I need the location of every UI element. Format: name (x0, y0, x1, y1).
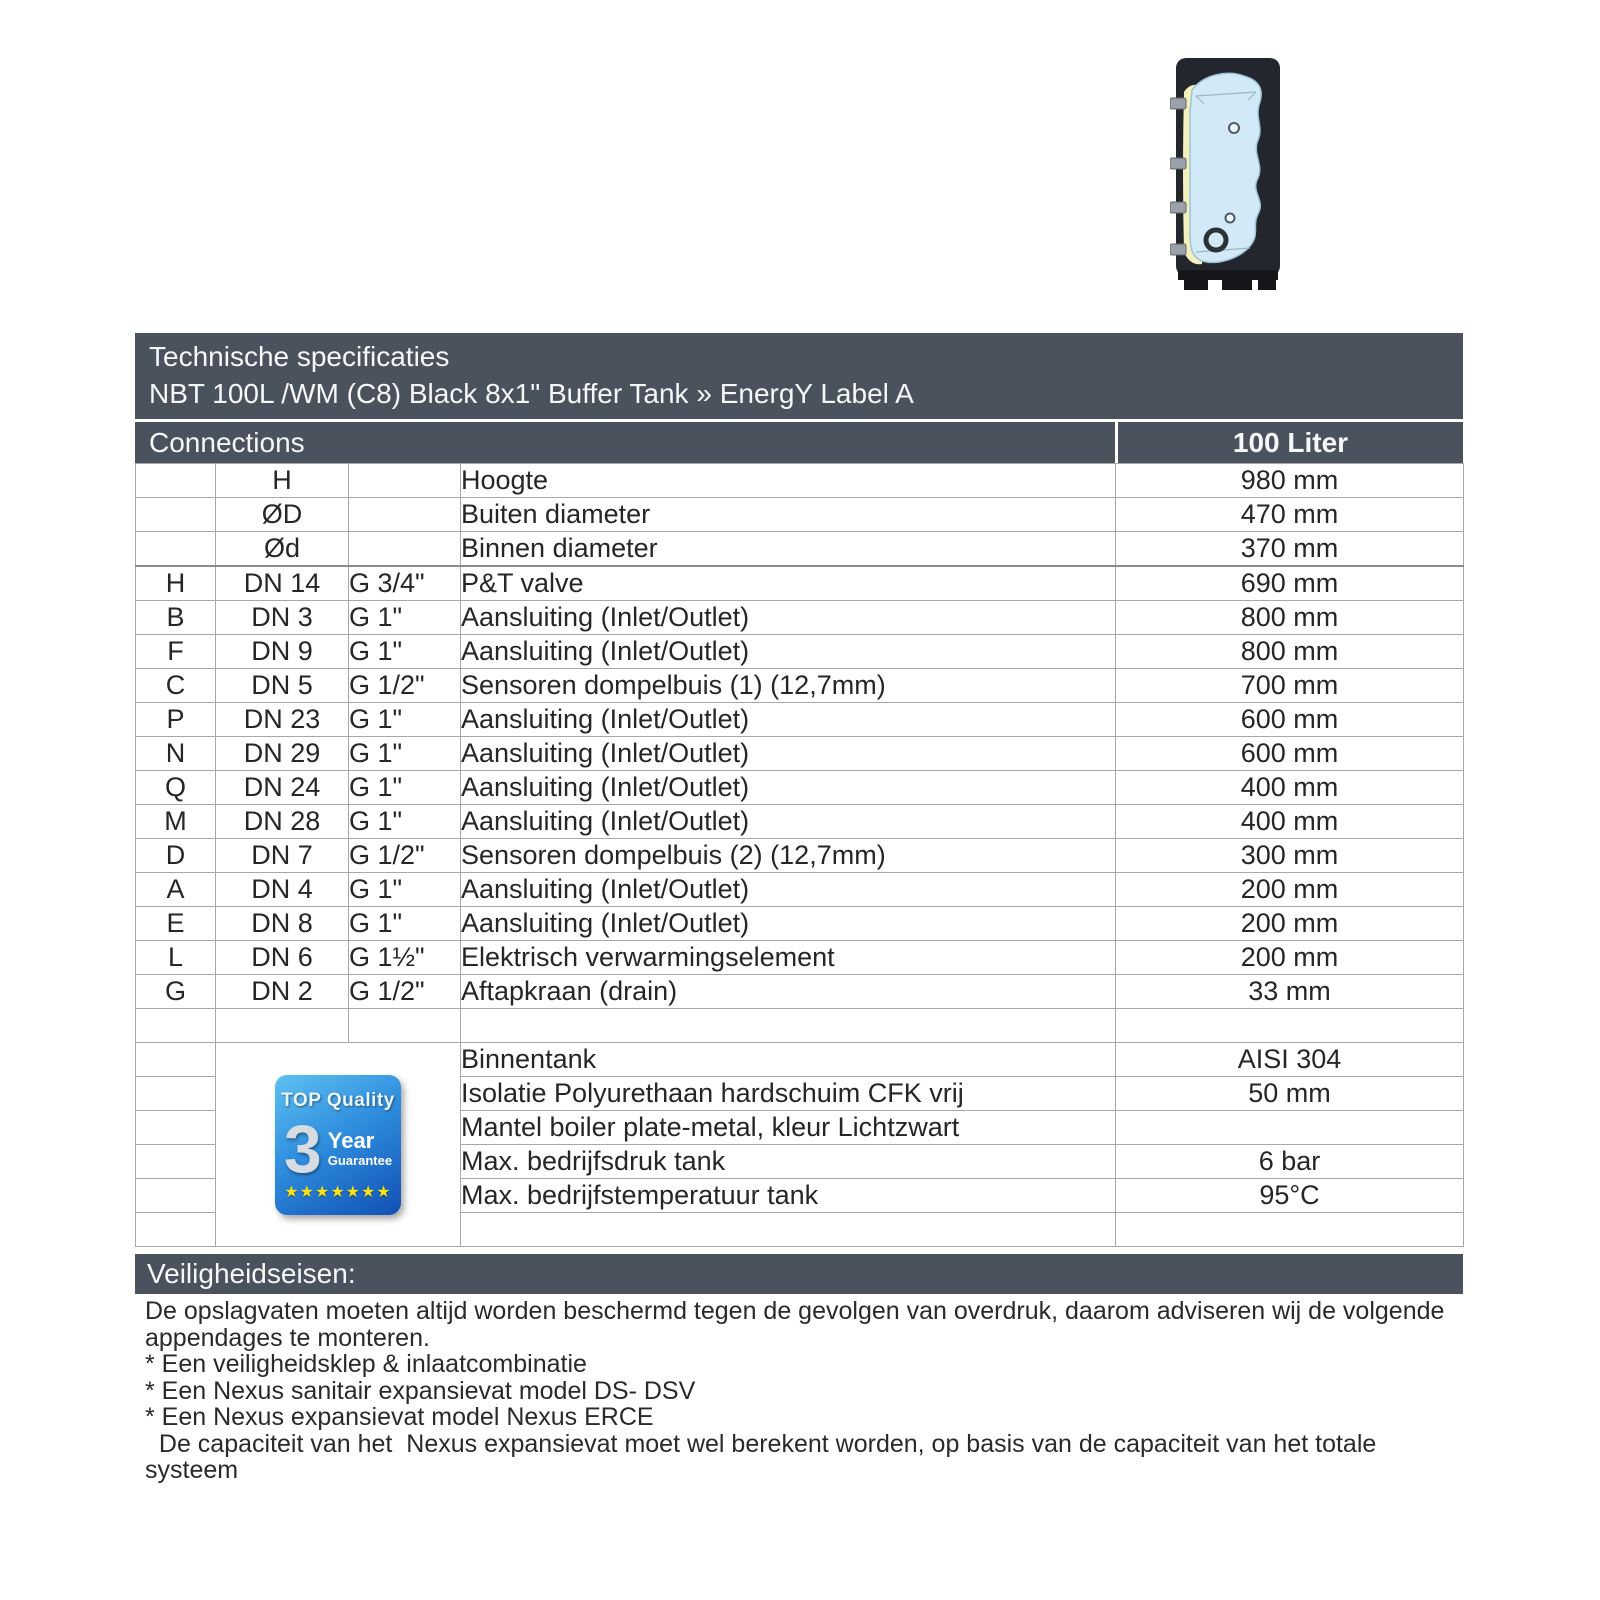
connection-row (136, 839, 1464, 873)
badge-middle (275, 1110, 401, 1187)
badge-top-label: TOP Quality (281, 1089, 395, 1111)
code-cell: C (136, 669, 216, 703)
code-cell (136, 1077, 216, 1111)
code-cell (136, 532, 216, 567)
code-cell: M (136, 805, 216, 839)
connection-row (136, 635, 1464, 669)
description-cell: Buiten diameter (461, 498, 1116, 532)
safety-line: De capaciteit van het Nexus expansievat moet wel berekent worden, op basis van de capaciteit van het totale systeem (145, 1429, 1384, 1484)
description-cell (461, 1213, 1116, 1247)
spec-sheet (135, 333, 1463, 1484)
description-cell: Aansluiting (Inlet/Outlet) (461, 703, 1116, 737)
code-cell (136, 464, 216, 498)
connections-label: Connections (149, 426, 305, 458)
guarantee-badge-cell (216, 1043, 461, 1247)
guarantee-badge (275, 1075, 401, 1215)
connection-row (136, 532, 1464, 567)
value-cell: 6 bar (1116, 1145, 1464, 1179)
description-cell: Aansluiting (Inlet/Outlet) (461, 873, 1116, 907)
thread-cell: G 1" (349, 805, 461, 839)
connection-row (136, 907, 1464, 941)
connection-row (136, 941, 1464, 975)
dn-cell: H (216, 464, 349, 498)
thread-cell: G 1" (349, 907, 461, 941)
code-cell (136, 1009, 216, 1043)
tank-base-bar (1178, 270, 1278, 280)
code-cell (136, 1043, 216, 1077)
tank-illustration-svg (1170, 52, 1286, 296)
description-cell: Aftapkraan (drain) (461, 975, 1116, 1009)
description-cell: Max. bedrijfstemperatuur tank (461, 1179, 1116, 1213)
connection-row (136, 1009, 1464, 1043)
thread-cell (349, 1009, 461, 1043)
safety-heading: Veiligheidseisen: (147, 1258, 356, 1289)
value-cell (1116, 1111, 1464, 1145)
connection-row (136, 975, 1464, 1009)
description-cell: Max. bedrijfsdruk tank (461, 1145, 1116, 1179)
connection-row (136, 771, 1464, 805)
dn-cell: DN 29 (216, 737, 349, 771)
dn-cell: DN 4 (216, 873, 349, 907)
description-cell: P&T valve (461, 566, 1116, 601)
connections-header-row (135, 422, 1463, 463)
description-cell: Sensoren dompelbuis (1) (12,7mm) (461, 669, 1116, 703)
spec-row (136, 1043, 1464, 1077)
tank-port-small-bottom (1226, 214, 1235, 223)
tank-foot-middle (1222, 280, 1252, 290)
capacity-label: 100 Liter (1115, 422, 1463, 463)
safety-line: * Een veiligheidsklep & inlaatcombinatie (145, 1350, 587, 1378)
thread-cell: G 1/2" (349, 669, 461, 703)
dn-cell: DN 2 (216, 975, 349, 1009)
value-cell: 800 mm (1116, 635, 1464, 669)
dn-cell: DN 5 (216, 669, 349, 703)
value-cell: 200 mm (1116, 907, 1464, 941)
dn-cell: DN 8 (216, 907, 349, 941)
code-cell: P (136, 703, 216, 737)
connection-row (136, 805, 1464, 839)
thread-cell: G 1/2" (349, 839, 461, 873)
thread-cell: G 1" (349, 703, 461, 737)
description-cell: Aansluiting (Inlet/Outlet) (461, 805, 1116, 839)
code-cell (136, 1213, 216, 1247)
connection-row (136, 873, 1464, 907)
description-cell: Aansluiting (Inlet/Outlet) (461, 601, 1116, 635)
code-cell (136, 1145, 216, 1179)
value-cell: AISI 304 (1116, 1043, 1464, 1077)
description-cell: Isolatie Polyurethaan hardschuim CFK vrij (461, 1077, 1116, 1111)
tank-foot-left (1184, 280, 1208, 290)
value-cell: 400 mm (1116, 771, 1464, 805)
code-cell: D (136, 839, 216, 873)
value-cell: 50 mm (1116, 1077, 1464, 1111)
connection-row (136, 498, 1464, 532)
thread-cell: G 1" (349, 601, 461, 635)
description-cell (461, 1009, 1116, 1043)
thread-cell: G 1" (349, 737, 461, 771)
thread-cell: G 3/4" (349, 566, 461, 601)
value-cell: 33 mm (1116, 975, 1464, 1009)
safety-text-block (135, 1298, 1463, 1484)
safety-heading-bar (135, 1254, 1463, 1294)
thread-cell: G 1" (349, 771, 461, 805)
code-cell (136, 1179, 216, 1213)
dn-cell: DN 6 (216, 941, 349, 975)
connection-row (136, 566, 1464, 601)
value-cell: 400 mm (1116, 805, 1464, 839)
star-icons-row: ★★★★★★★ (284, 1183, 392, 1201)
thread-cell: G 1" (349, 873, 461, 907)
value-cell: 690 mm (1116, 566, 1464, 601)
description-cell: Binnentank (461, 1043, 1116, 1077)
value-cell: 800 mm (1116, 601, 1464, 635)
code-cell (136, 1111, 216, 1145)
tank-port-large-ring (1206, 230, 1226, 250)
code-cell: H (136, 566, 216, 601)
value-cell (1116, 1009, 1464, 1043)
safety-line: * Een Nexus expansievat model Nexus ERCE (145, 1403, 654, 1431)
description-cell: Aansluiting (Inlet/Outlet) (461, 771, 1116, 805)
thread-cell: G 1½" (349, 941, 461, 975)
tank-port-small-top (1229, 123, 1239, 133)
description-cell: Binnen diameter (461, 532, 1116, 567)
doc-title: Technische specificaties (149, 341, 450, 372)
title-block (135, 333, 1463, 419)
dn-cell: DN 9 (216, 635, 349, 669)
dn-cell: ØD (216, 498, 349, 532)
thread-cell: G 1" (349, 635, 461, 669)
connection-row (136, 737, 1464, 771)
value-cell: 600 mm (1116, 737, 1464, 771)
thread-cell (349, 464, 461, 498)
thread-cell (349, 532, 461, 567)
safety-line: De opslagvaten moeten altijd worden beschermd tegen de gevolgen van overdruk, daarom adviseren wij de volgende (145, 1297, 1445, 1325)
badge-number: 3 (283, 1110, 322, 1187)
dn-cell: DN 28 (216, 805, 349, 839)
badge-year-label: Year (327, 1127, 375, 1153)
spec-table-body (136, 464, 1464, 1247)
product-name: NBT 100L /WM (C8) Black 8x1" Buffer Tank » EnergY Label A (149, 378, 914, 409)
code-cell: G (136, 975, 216, 1009)
description-cell: Aansluiting (Inlet/Outlet) (461, 635, 1116, 669)
tank-foot-right (1258, 280, 1276, 290)
value-cell (1116, 1213, 1464, 1247)
badge-guarantee-label: Guarantee (327, 1152, 393, 1168)
code-cell: Q (136, 771, 216, 805)
code-cell (136, 498, 216, 532)
dn-cell: DN 23 (216, 703, 349, 737)
dn-cell: DN 24 (216, 771, 349, 805)
description-cell: Mantel boiler plate-metal, kleur Lichtzwart (461, 1111, 1116, 1145)
connection-row (136, 669, 1464, 703)
connection-row (136, 703, 1464, 737)
dn-cell (216, 1009, 349, 1043)
code-cell: A (136, 873, 216, 907)
thread-cell (349, 498, 461, 532)
thread-cell: G 1/2" (349, 975, 461, 1009)
description-cell: Aansluiting (Inlet/Outlet) (461, 907, 1116, 941)
value-cell: 700 mm (1116, 669, 1464, 703)
connection-row (136, 464, 1464, 498)
buffer-tank-cutaway-image (1170, 52, 1286, 296)
description-cell: Aansluiting (Inlet/Outlet) (461, 737, 1116, 771)
safety-line: appendages te monteren. (145, 1323, 430, 1352)
value-cell: 980 mm (1116, 464, 1464, 498)
value-cell: 95°C (1116, 1179, 1464, 1213)
value-cell: 200 mm (1116, 941, 1464, 975)
description-cell: Elektrisch verwarmingselement (461, 941, 1116, 975)
dn-cell: DN 7 (216, 839, 349, 873)
code-cell: F (136, 635, 216, 669)
code-cell: L (136, 941, 216, 975)
code-cell: N (136, 737, 216, 771)
description-cell: Hoogte (461, 464, 1116, 498)
value-cell: 200 mm (1116, 873, 1464, 907)
code-cell: B (136, 601, 216, 635)
dn-cell: Ød (216, 532, 349, 567)
code-cell: E (136, 907, 216, 941)
description-cell: Sensoren dompelbuis (2) (12,7mm) (461, 839, 1116, 873)
connection-row (136, 601, 1464, 635)
value-cell: 300 mm (1116, 839, 1464, 873)
value-cell: 470 mm (1116, 498, 1464, 532)
spec-table (135, 463, 1464, 1247)
dn-cell: DN 3 (216, 601, 349, 635)
safety-line: * Een Nexus sanitair expansievat model DS- DSV (145, 1376, 696, 1405)
value-cell: 370 mm (1116, 532, 1464, 567)
badge-year-column (328, 1129, 392, 1168)
value-cell: 600 mm (1116, 703, 1464, 737)
dn-cell: DN 14 (216, 566, 349, 601)
